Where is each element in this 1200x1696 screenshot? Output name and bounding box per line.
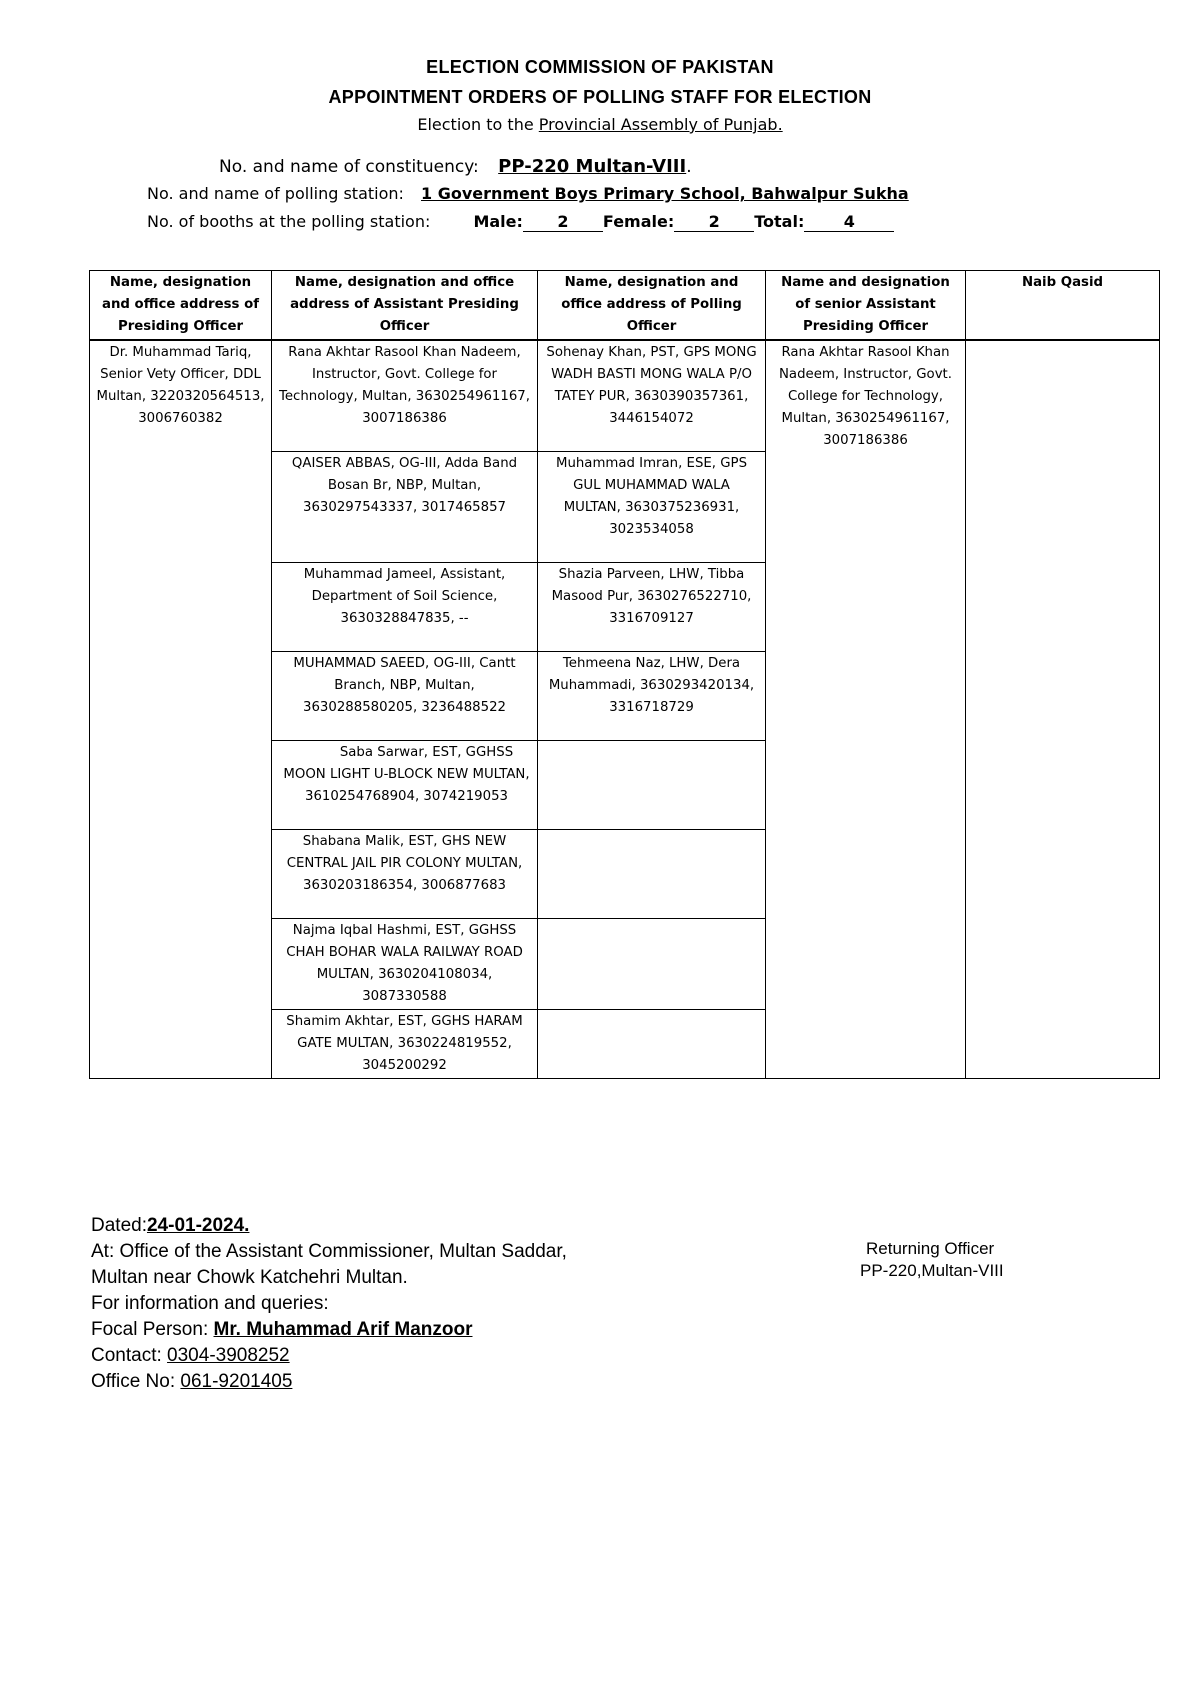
table-row [90, 340, 1160, 452]
office-label: Office No: [91, 1371, 181, 1392]
page-subtitle: APPOINTMENT ORDERS OF POLLING STAFF FOR ELECTION [328, 87, 872, 107]
dated-line [91, 1213, 567, 1239]
address-line-2: Multan near Chowk Katchehri Multan. [91, 1267, 408, 1288]
polling-station-line [147, 184, 909, 203]
po-cell [538, 741, 766, 830]
footer-block [91, 1213, 567, 1395]
po-cell: Tehmeena Naz, LHW, Dera Muhammadi, 3630293420134, 3316718729 [538, 652, 766, 741]
focal-person-line [91, 1317, 567, 1343]
returning-officer-constituency: PP-220,Multan-VIII [860, 1261, 1004, 1280]
contact-line [91, 1343, 567, 1369]
apo-cell: Najma Iqbal Hashmi, EST, GGHSS CHAH BOHAR WALA RAILWAY ROAD MULTAN, 3630204108034, 3087330588 [272, 919, 538, 1010]
apo-cell [272, 741, 538, 830]
total-label: Total: [754, 212, 805, 231]
po-cell [538, 1010, 766, 1079]
election-line [0, 115, 1200, 134]
apo-text: Saba Sarwar, EST, GGHSS MOON LIGHT U-BLOCK NEW MULTAN, 3610254768904, 3074219053 [283, 745, 530, 804]
office-line [91, 1369, 567, 1395]
header-naib-qasid: Naib Qasid [966, 271, 1160, 341]
returning-officer-title: Returning Officer [866, 1239, 995, 1258]
header-polling-officer: Name, designation and office address of Polling Officer [538, 271, 766, 341]
address-line-1: At: Office of the Assistant Commissioner, Multan Saddar, [91, 1241, 567, 1262]
polling-station-value: 1 Government Boys Primary School, Bahwalpur Sukha [421, 184, 909, 203]
booths-line [147, 212, 894, 232]
po-cell: Muhammad Imran, ESE, GPS GUL MUHAMMAD WALA MULTAN, 3630375236931, 3023534058 [538, 452, 766, 563]
election-prefix: Election to the [417, 115, 534, 134]
polling-staff-table [89, 270, 1160, 1079]
constituency-label: No. and name of constituency: [219, 157, 479, 177]
info-line: For information and queries: [91, 1293, 329, 1314]
po-cell [538, 830, 766, 919]
apo-cell: QAISER ABBAS, OG-III, Adda Band Bosan Br, NBP, Multan, 3630297543337, 3017465857 [272, 452, 538, 563]
header-assistant-presiding-officer: Name, designation and office address of Assistant Presiding Officer [272, 271, 538, 341]
focal-person-name: Mr. Muhammad Arif Manzoor [213, 1319, 473, 1340]
apo-cell: Shabana Malik, EST, GHS NEW CENTRAL JAIL PIR COLONY MULTAN, 3630203186354, 3006877683 [272, 830, 538, 919]
booths-label: No. of booths at the polling station: [147, 212, 431, 231]
apo-cell: MUHAMMAD SAEED, OG-III, Cantt Branch, NBP, Multan, 3630288580205, 3236488522 [272, 652, 538, 741]
po-cell [538, 919, 766, 1010]
election-name: Provincial Assembly of Punjab. [538, 115, 783, 134]
naib-qasid-cell [966, 340, 1160, 1079]
header-senior-assistant-presiding-officer: Name and designation of senior Assistant Presiding Officer [766, 271, 966, 341]
senior-apo-cell: Rana Akhtar Rasool Khan Nadeem, Instructor, Govt. College for Technology, Multan, 3630254961167, 3007186386 [766, 340, 966, 1079]
female-value: 2 [674, 212, 754, 232]
table-header-row [90, 271, 1160, 341]
male-label: Male: [473, 212, 523, 231]
apo-cell: Muhammad Jameel, Assistant, Department of Soil Science, 3630328847835, -- [272, 563, 538, 652]
polling-station-label: No. and name of polling station: [147, 184, 404, 203]
apo-cell: Shamim Akhtar, EST, GGHS HARAM GATE MULTAN, 3630224819552, 3045200292 [272, 1010, 538, 1079]
constituency-value: PP-220 Multan-VIII [498, 156, 687, 177]
office-number: 061-9201405 [180, 1371, 293, 1392]
page-title: ELECTION COMMISSION OF PAKISTAN [426, 57, 774, 77]
female-label: Female: [602, 212, 675, 231]
header-presiding-officer: Name, designation and office address of Presiding Officer [90, 271, 272, 341]
contact-label: Contact: [91, 1345, 168, 1366]
male-value: 2 [523, 212, 603, 232]
constituency-line: No. and name of constituency: PP-220 Multan-VIII. [219, 156, 692, 177]
po-cell: Sohenay Khan, PST, GPS MONG WADH BASTI MONG WALA P/O TATEY PUR, 3630390357361, 3446154072 [538, 340, 766, 452]
po-cell: Shazia Parveen, LHW, Tibba Masood Pur, 3630276522710, 3316709127 [538, 563, 766, 652]
dated-value: 24-01-2024. [146, 1215, 250, 1236]
contact-number: 0304-3908252 [167, 1345, 290, 1366]
focal-person-label: Focal Person: [91, 1319, 214, 1340]
presiding-officer-cell: Dr. Muhammad Tariq, Senior Vety Officer, DDL Multan, 3220320564513, 3006760382 [90, 340, 272, 1079]
total-value: 4 [804, 212, 894, 232]
apo-cell: Rana Akhtar Rasool Khan Nadeem, Instructor, Govt. College for Technology, Multan, 3630254961167, 3007186386 [272, 340, 538, 452]
dated-label: Dated: [91, 1215, 147, 1236]
